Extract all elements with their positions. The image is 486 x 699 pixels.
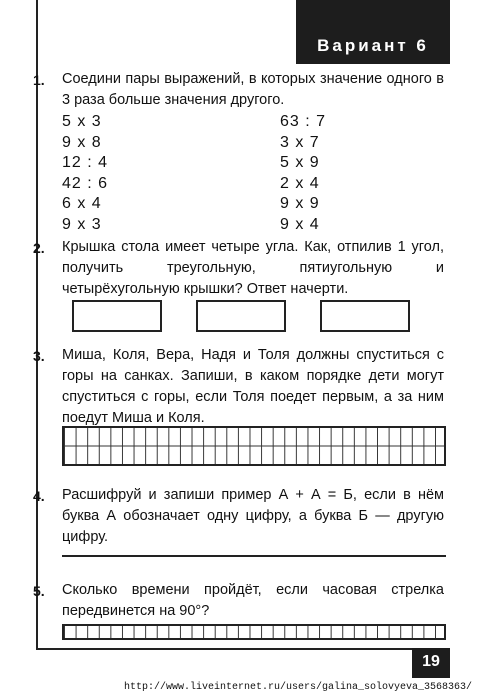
expression-left: 9 x 8 xyxy=(62,133,102,151)
task-4-text: Расшифруй и запиши пример А + А = Б, если в нём буква А обозначает одну цифру, а буква Б — другую цифру. xyxy=(62,487,444,545)
task-3-text: Миша, Коля, Вера, Надя и Толя должны спуститься с горы на санках. Запиши, в каком порядке дети могут спуститься с горы, если Толя поедет первым, а за ним поедут Миша и Коля. xyxy=(62,347,444,426)
expression-right: 3 x 7 xyxy=(280,133,320,151)
source-url: http://www.liveinternet.ru/users/galina_solovyeva_3568363/ xyxy=(124,682,473,693)
expression-right: 9 x 4 xyxy=(280,215,320,233)
tabletop-drawing-box xyxy=(320,300,410,332)
page-number: 19 xyxy=(422,653,440,670)
expression-left: 12 : 4 xyxy=(62,154,109,171)
task-4-number: 4. xyxy=(33,488,45,504)
task-1-number: 1. xyxy=(33,72,45,88)
expression-right: 5 x 9 xyxy=(280,154,320,171)
expression-left: 5 x 3 xyxy=(62,113,102,130)
task-2-text: Крышка стола имеет четыре угла. Как, отпилив 1 угол, получить треугольную, пятиугольную и четырёхугольную крышки? Ответ начерти. xyxy=(62,239,444,297)
expression-left: 6 x 4 xyxy=(62,195,102,212)
task-1-text: Соедини пары выражений, в которых значение одного в 3 раза больше значения другого. xyxy=(62,71,444,108)
variant-header xyxy=(296,0,450,64)
expression-left: 9 x 3 xyxy=(62,215,102,233)
tabletop-drawing-box xyxy=(72,300,162,332)
answer-grid xyxy=(62,624,446,640)
task-5-number: 5. xyxy=(33,583,45,599)
expression-left: 42 : 6 xyxy=(62,174,109,192)
task-3-number: 3. xyxy=(33,348,45,364)
left-margin-line xyxy=(36,0,38,648)
bottom-rule xyxy=(36,648,412,650)
variant-title: Вариант 6 xyxy=(317,36,429,55)
expression-right: 9 x 9 xyxy=(280,195,320,212)
task-5-text: Сколько времени пройдёт, если часовая стрелка передвинется на 90°? xyxy=(62,582,444,619)
expression-right: 63 : 7 xyxy=(280,113,327,130)
answer-line xyxy=(62,555,446,557)
answer-grid xyxy=(62,426,446,466)
page-number-box xyxy=(412,648,450,678)
task-2-number: 2. xyxy=(33,240,45,256)
expression-right: 2 x 4 xyxy=(280,174,320,192)
tabletop-drawing-box xyxy=(196,300,286,332)
